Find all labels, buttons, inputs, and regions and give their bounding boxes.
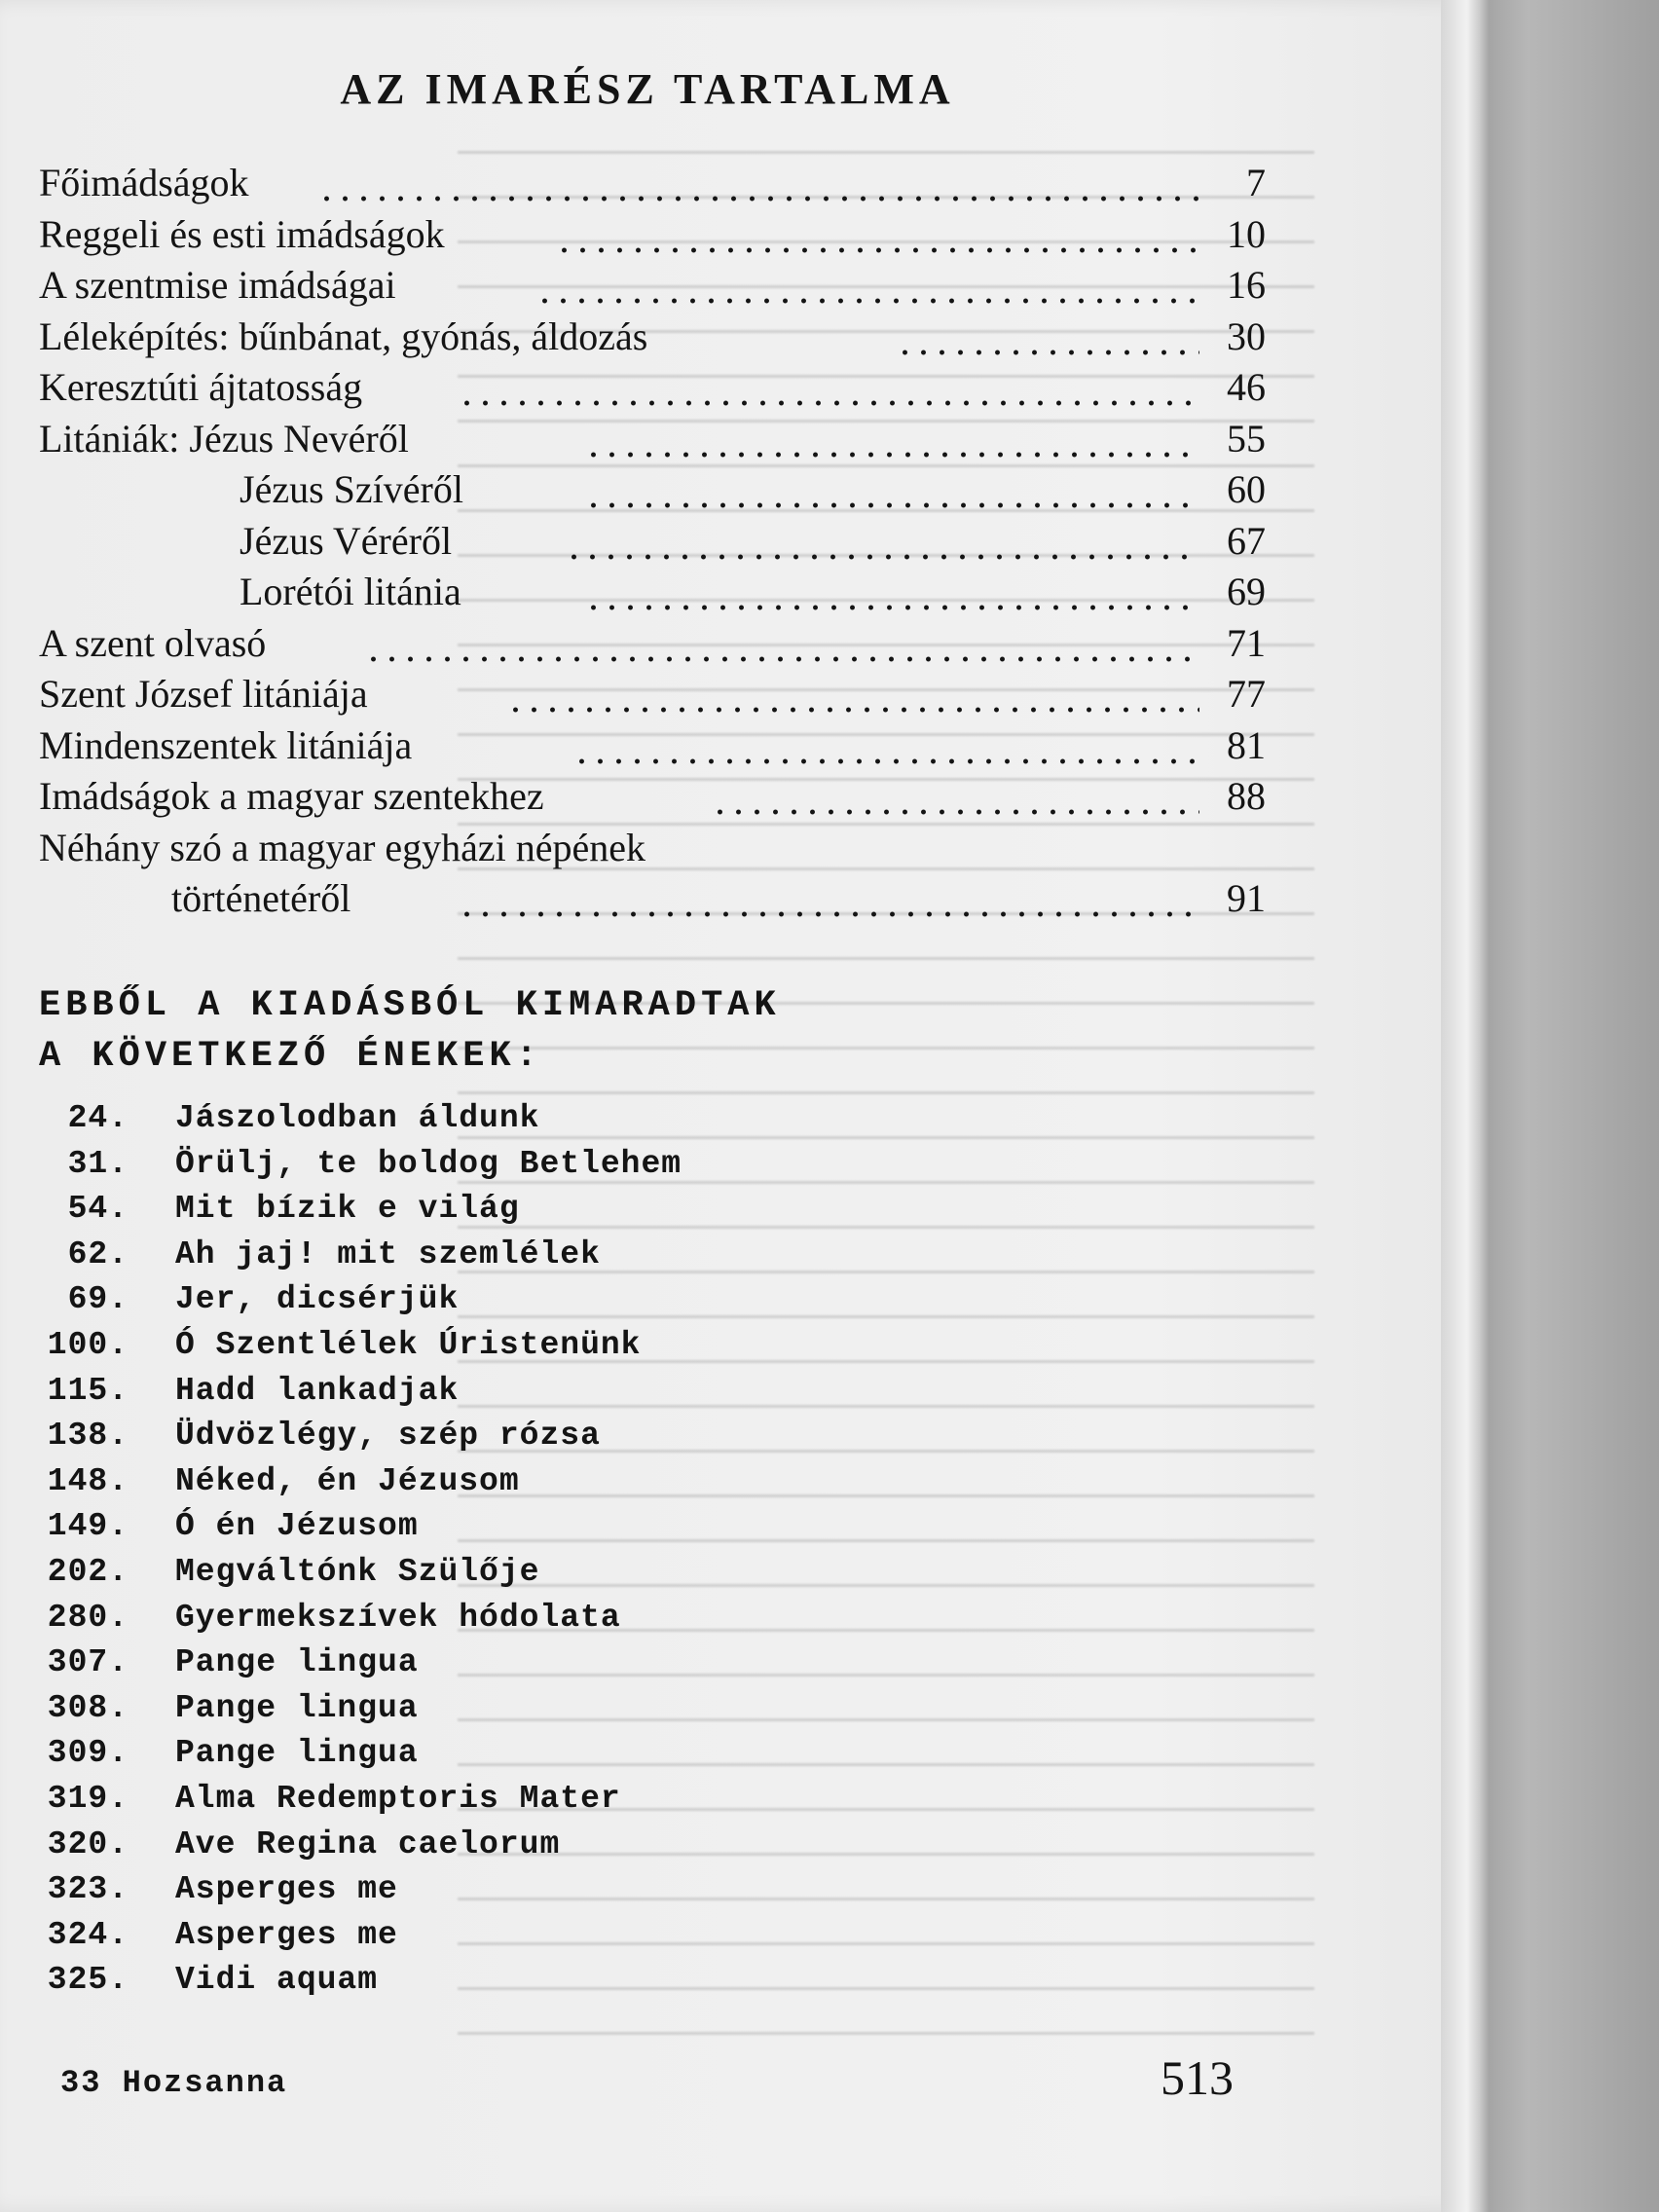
- toc-entry-label: Léleképítés: bűnbánat, gyónás, áldozás: [39, 313, 648, 358]
- page-title: AZ IMARÉSZ TARTALMA: [340, 65, 955, 113]
- toc-entry: [39, 464, 1266, 516]
- dot-leader: [565, 524, 1199, 563]
- toc-entry: [39, 720, 1266, 772]
- toc-entry-page: 91: [1227, 876, 1266, 920]
- book-edge-background: [1441, 0, 1659, 2212]
- song-number: 202.: [47, 1553, 129, 1590]
- toc-entry-label: Keresztúti ájtatosság: [39, 365, 363, 409]
- toc-entry-label: Szent József litániája: [39, 672, 368, 716]
- song-number: 323.: [47, 1871, 129, 1908]
- song-title: Üdvözlégy, szép rózsa: [175, 1418, 601, 1455]
- song-number: 309.: [47, 1735, 129, 1772]
- song-number: 115.: [47, 1372, 129, 1409]
- song-title: Gyermekszívek hódolata: [175, 1599, 621, 1636]
- toc-entry-label: Litániák: Jézus Nevéről: [39, 416, 409, 461]
- song-number: 324.: [47, 1916, 129, 1953]
- omitted-songs-heading-line-2: A KÖVETKEZŐ ÉNEKEK:: [39, 1036, 542, 1077]
- song-entry: [39, 1187, 779, 1233]
- toc-entry-label: Főimádságok: [39, 161, 249, 204]
- song-number: 148.: [47, 1462, 129, 1499]
- dot-leader: [317, 166, 1199, 204]
- toc-entry: [39, 567, 1266, 618]
- song-number: 325.: [47, 1962, 129, 1999]
- song-title: Jer, dicsérjük: [175, 1281, 460, 1318]
- song-entry: [39, 1277, 779, 1323]
- song-entry: [39, 1596, 779, 1641]
- song-entry: [39, 1686, 779, 1732]
- toc-entry: [39, 260, 1266, 312]
- song-title: Örülj, te boldog Betlehem: [175, 1145, 682, 1182]
- toc-entry-label: Néhány szó a magyar egyházi népének: [39, 825, 646, 869]
- toc-entry-label: történetéről: [171, 876, 351, 920]
- dot-leader: [555, 217, 1199, 256]
- page-number: 513: [1161, 2050, 1234, 2105]
- toc-entry-page: 69: [1227, 570, 1266, 613]
- toc-entry-page: 46: [1227, 365, 1266, 409]
- dot-leader: [584, 472, 1199, 511]
- toc-entry: [39, 873, 1266, 925]
- toc-entry: [39, 669, 1266, 720]
- toc-entry: [39, 209, 1266, 261]
- song-entry: [39, 1369, 779, 1415]
- dot-leader: [364, 626, 1199, 665]
- song-title: Ave Regina caelorum: [175, 1825, 561, 1862]
- dot-leader: [584, 574, 1199, 613]
- song-number: 308.: [47, 1689, 129, 1726]
- toc-entry-label: Imádságok a magyar szentekhez: [39, 774, 544, 818]
- toc-entry-page: 81: [1227, 722, 1266, 767]
- song-title: Pange lingua: [175, 1644, 419, 1681]
- toc-entry-page: 71: [1227, 620, 1266, 665]
- song-title: Ah jaj! mit szemlélek: [175, 1235, 601, 1272]
- song-entry: [39, 1096, 779, 1142]
- dot-leader: [535, 268, 1199, 307]
- toc-entry: [39, 618, 1266, 670]
- song-entry: [39, 1823, 779, 1868]
- song-entry: [39, 1958, 779, 2004]
- song-number: 69.: [67, 1281, 129, 1318]
- toc-entry-label: Lorétói litánia: [240, 570, 461, 613]
- toc-entry-page: 60: [1227, 467, 1266, 511]
- song-title: Asperges me: [175, 1916, 398, 1953]
- song-entry: [39, 1233, 779, 1278]
- song-title: Vidi aquam: [175, 1962, 379, 1999]
- toc-entry-page: 67: [1227, 518, 1266, 563]
- toc-entry-page: 30: [1227, 313, 1266, 358]
- toc-entry: [39, 158, 1266, 209]
- song-title: Pange lingua: [175, 1735, 419, 1772]
- toc-entry: [39, 312, 1266, 363]
- song-title: Jászolodban áldunk: [175, 1100, 540, 1136]
- song-entry: [39, 1414, 779, 1459]
- toc-entry-page: 88: [1227, 774, 1266, 818]
- toc-entry-label: A szentmise imádságai: [39, 263, 396, 307]
- song-title: Ó Szentlélek Úristenünk: [175, 1326, 642, 1363]
- toc-entry: [39, 771, 1266, 823]
- song-number: 280.: [47, 1599, 129, 1636]
- table-of-contents: [39, 158, 1266, 925]
- song-number: 149.: [47, 1508, 129, 1545]
- toc-entry-page: 77: [1227, 672, 1266, 716]
- dot-leader: [458, 881, 1199, 920]
- omitted-songs-heading-line-1: EBBŐL A KIADÁSBÓL KIMARADTAK: [39, 985, 781, 1026]
- song-entry: [39, 1777, 779, 1823]
- song-entry: [39, 1142, 779, 1188]
- song-entry: [39, 1867, 779, 1913]
- toc-entry-label: A szent olvasó: [39, 620, 267, 665]
- song-number: 31.: [67, 1145, 129, 1182]
- song-number: 54.: [67, 1191, 129, 1228]
- song-number: 62.: [67, 1235, 129, 1272]
- song-number: 319.: [47, 1780, 129, 1817]
- toc-entry-label: Mindenszentek litániája: [39, 722, 413, 767]
- song-title: Asperges me: [175, 1871, 398, 1908]
- song-entry: [39, 1459, 779, 1505]
- song-number: 138.: [47, 1418, 129, 1455]
- toc-entry-page: 55: [1227, 416, 1266, 461]
- dot-leader: [458, 370, 1199, 409]
- dot-leader: [506, 677, 1199, 716]
- toc-entry-page: 10: [1227, 211, 1266, 256]
- song-title: Hadd lankadjak: [175, 1372, 460, 1409]
- toc-entry-page: 7: [1246, 161, 1266, 204]
- song-title: Alma Redemptoris Mater: [175, 1780, 621, 1817]
- dot-leader: [584, 422, 1199, 461]
- song-number: 100.: [47, 1326, 129, 1363]
- toc-entry: [39, 362, 1266, 414]
- song-entry: [39, 1731, 779, 1777]
- toc-entry-page: 16: [1227, 263, 1266, 307]
- song-entry: [39, 1913, 779, 1959]
- song-title: Néked, én Jézusom: [175, 1462, 520, 1499]
- dot-leader: [711, 779, 1199, 818]
- toc-entry-label: Jézus Véréről: [240, 518, 453, 563]
- toc-entry: [39, 414, 1266, 465]
- song-number: 320.: [47, 1825, 129, 1862]
- song-title: Megváltónk Szülője: [175, 1553, 540, 1590]
- omitted-songs-heading: [39, 980, 1110, 1082]
- song-number: 307.: [47, 1644, 129, 1681]
- toc-entry: [39, 516, 1266, 568]
- toc-entry-label: Jézus Szívéről: [240, 467, 463, 511]
- song-title: Ó én Jézusom: [175, 1508, 419, 1545]
- song-entry: [39, 1323, 779, 1369]
- toc-entry-label: Reggeli és esti imádságok: [39, 211, 445, 256]
- song-title: Mit bízik e világ: [175, 1191, 520, 1228]
- song-entry: [39, 1504, 779, 1550]
- song-number: 24.: [67, 1100, 129, 1136]
- dot-leader: [572, 728, 1199, 767]
- footer-signature: 33 Hozsanna: [60, 2065, 288, 2101]
- dot-leader: [896, 319, 1199, 358]
- toc-entry: [39, 823, 1266, 874]
- song-entry: [39, 1550, 779, 1596]
- song-title: Pange lingua: [175, 1689, 419, 1726]
- omitted-songs-list: [39, 1096, 779, 2004]
- song-entry: [39, 1641, 779, 1686]
